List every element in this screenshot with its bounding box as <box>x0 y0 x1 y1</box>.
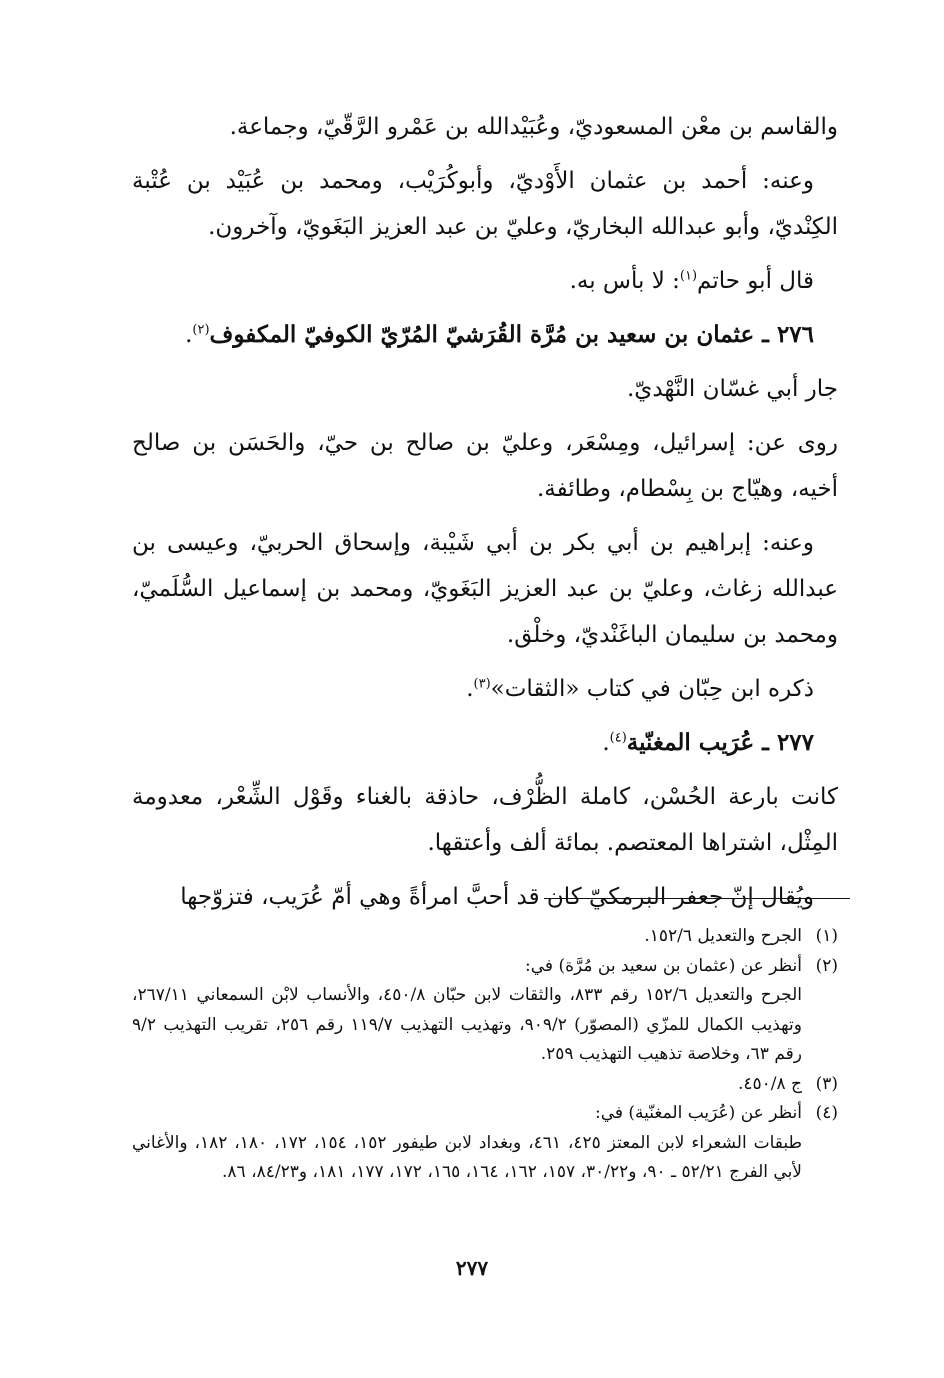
paragraph-6: وعنه: إبراهيم بن أبي بكر بن أبي شَيْبة، وإسحاق الحربيّ، وعيسى بن عبدالله زغاث، وعليّ بن عبد العزيز البَغَويّ، ومحمد بن إسماعيل السُّلَميّ، ومحمد بن سليمان الباغَنْديّ، وخلْق. <box>132 530 838 648</box>
footnote-ref-2[interactable]: (٢) <box>192 322 210 338</box>
entry-276-heading <box>132 312 838 358</box>
footnote-number: (٢) <box>815 955 838 976</box>
footnote-line: الجرح والتعديل ١٥٢/٦. <box>644 926 802 946</box>
paragraph-9: ويُقال إنّ جعفر البرمكيّ كان قد أحبَّ امرأةً وهي أمّ عُرَيب، فتزوّجها <box>180 884 814 910</box>
footnote-2 <box>132 952 838 1070</box>
paragraph-4: جار أبي غسّان النَّهْديّ. <box>627 376 838 402</box>
page-number: ٢٧٧ <box>455 1256 489 1280</box>
entry-277-end: . <box>602 730 610 756</box>
footnote-line: الجرح والتعديل ١٥٢/٦ رقم ٨٣٣، والثقات لابن حبّان ٤٥٠/٨، والأنساب لابْن السمعاني ٢٦٧/١١، وتهذيب الكمال للمزّي (المصوّر) ٩٠٩/٢، وتهذيب التهذيب ١١٩/٧ رقم ٢٥٦، تقريب التهذيب ٩/٢ رقم ٦٣، وخلاصة تذهيب التهذيب ٢٥٩. <box>132 985 802 1064</box>
footnote-line: طبقات الشعراء لابن المعتز ٤٢٥، ٤٦١، وبغداد لابن طيفور ١٥٢، ١٥٤، ١٧٢، ١٨٠، ١٨٢، والأغاني لأبي الفرج ٥٢/٢١ ـ ٩٠، و٣٠/٢٢، ١٥٧، ١٦٢، ١٦٤، ١٦٥، ١٧٢، ١٧٧، ١٨١، و٨٤/٢٣، ٨٦. <box>132 1132 803 1182</box>
footnote-3 <box>132 1070 838 1100</box>
paragraph-2: وعنه: أحمد بن عثمان الأَوْديّ، وأبوكُرَيْب، ومحمد بن عُبَيْد بن عُتْبة الكِنْديّ، وأبو عبدالله البخاريّ، وعليّ بن عبد العزيز البَغَويّ، وآخرون. <box>132 168 838 240</box>
entry-277-title: ٢٧٧ ـ عُرَيب المغنّية <box>626 729 814 756</box>
footnote-body <box>132 1099 802 1188</box>
footnote-ref-4[interactable]: (٤) <box>609 730 627 746</box>
paragraph-3-text: قال أبو حاتم <box>697 268 814 294</box>
footnote-number: (١) <box>815 926 838 946</box>
paragraph-7-text: ذكره ابن حِبّان في كتاب «الثقات» <box>490 676 814 702</box>
paragraph-1: والقاسم بن معْن المسعوديّ، وعُبَيْدالله بن عَمْرو الرَّقّيّ، وجماعة. <box>229 114 838 140</box>
paragraph-3-end: : لا بأس به. <box>569 268 680 294</box>
entry-277-heading <box>132 720 838 766</box>
footnote-body <box>132 922 802 952</box>
footnote-4 <box>132 1099 838 1188</box>
paragraph-8: كانت بارعة الحُسْن، كاملة الظُّرْف، حاذقة بالغناء وقَوْل الشِّعْر، معدومة المِثْل، اشتراها المعتصم. بمائة ألف وأعتقها. <box>132 784 838 856</box>
paragraph-7 <box>132 666 838 712</box>
footnote-ref-1[interactable]: (١) <box>679 268 698 284</box>
main-text <box>132 104 838 928</box>
footnote-number: (٤) <box>815 1103 838 1123</box>
entry-276-title: ٢٧٦ ـ عثمان بن سعيد بن مُرَّة القُرَشيّ المُرّيّ الكوفيّ المكفوف <box>209 321 814 348</box>
footnote-number: (٣) <box>815 1073 838 1094</box>
entry-276-end: . <box>185 322 193 348</box>
footnote-ref-3[interactable]: (٣) <box>473 676 491 692</box>
footnote-line: ج ٤٥٠/٨. <box>737 1073 802 1094</box>
footnote-body <box>132 1070 802 1100</box>
footnotes <box>132 922 838 1188</box>
paragraph-3 <box>132 258 838 304</box>
paragraph-7-end: . <box>466 676 474 702</box>
footnote-line: أنظر عن (عُرَيب المغنّية) في: <box>594 1103 802 1123</box>
footnote-separator <box>544 898 850 899</box>
paragraph-5: روى عن: إسرائيل، ومِسْعَر، وعليّ بن صالح بن حيّ، والحَسَن بن صالح أخيه، وهيّاج بن بِسْطام، وطائفة. <box>132 430 838 502</box>
footnote-body <box>132 952 802 1070</box>
footnote-1 <box>132 922 838 952</box>
footnote-line: أنظر عن (عثمان بن سعيد بن مُرَّة) في: <box>525 955 802 976</box>
